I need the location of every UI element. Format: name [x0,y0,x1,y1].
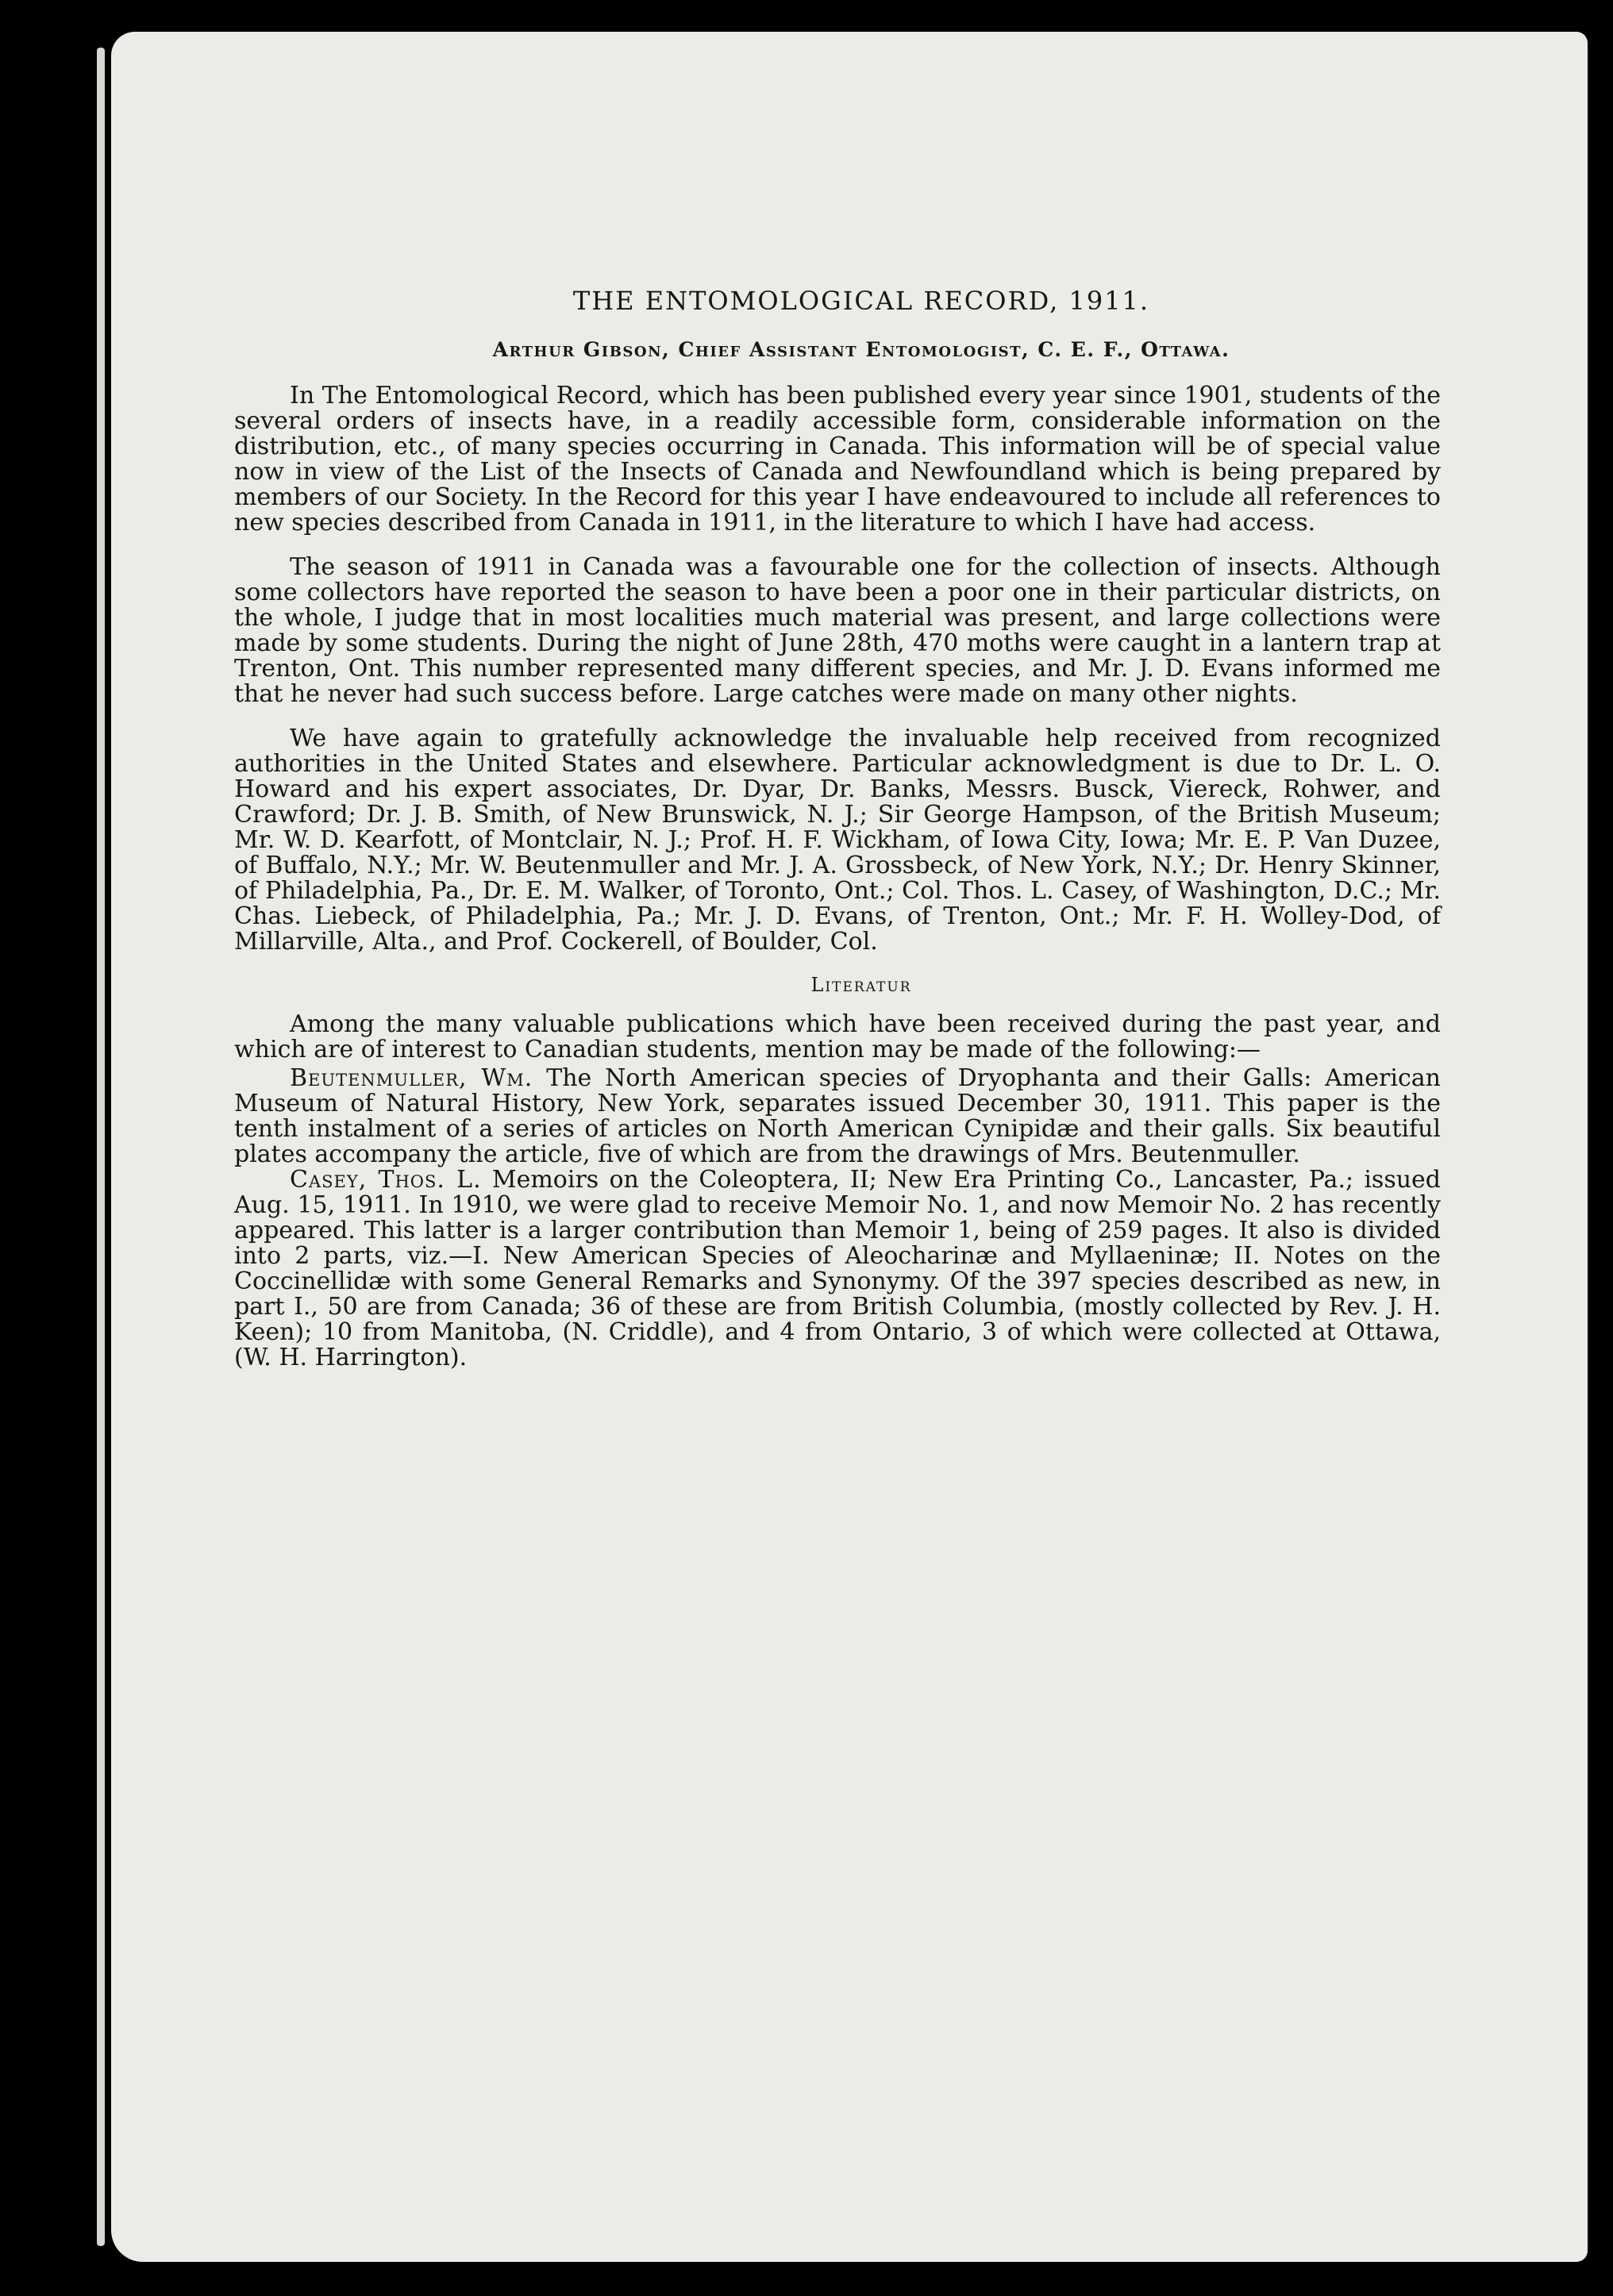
page-content [234,286,1441,1371]
references-list [234,1066,1441,1371]
paragraph-acknowledgments: We have again to gratefully acknowledge the invaluable help received from recognized authorities in the United States and elsewhere. Particular acknowledgment is due to Dr. L. O. Howard and his expert associates, Dr. Dyar, Dr. Banks, Messrs. Busck, Viereck, Rohwer, and Crawford; Dr. J. B. Smith, of New Brunswick, N. J.; Sir George Hampson, of the British Museum; Mr. W. D. Kearfott, of Montclair, N. J.; Prof. H. F. Wickham, of Iowa City, Iowa; Mr. E. P. Van Duzee, of Buffalo, N.Y.; Mr. W. Beutenmuller and Mr. J. A. Grossbeck, of New York, N.Y.; Dr. Henry Skinner, of Philadelphia, Pa., Dr. E. M. Walker, of Toronto, Ont.; Col. Thos. L. Casey, of Washington, D.C.; Mr. Chas. Liebeck, of Philadelphia, Pa.; Mr. J. D. Evans, of Trenton, Ont.; Mr. F. H. Wolley-Dod, of Millarville, Alta., and Prof. Cockerell, of Boulder, Col. [234,725,1441,956]
literature-heading: Literatur [810,974,912,996]
reference-author: Beutenmuller, Wm. [290,1064,533,1092]
reference-entry [234,1167,1441,1371]
reference-entry [234,1066,1441,1167]
paragraph-intro: In The Entomological Record, which has been published every year since 1901, students of the several orders of insects have, in a readily accessible form, considerable information on the distribution, etc., of many species occurring in Canada. This information will be of special value now in view of the List of the Insects of Canada and Newfoundland which is being prepared by members of our Society. In the Record for this year I have endeavoured to include all references to new species described from Canada in 1911, in the literature to which I have had access. [234,382,1441,537]
page-title: THE ENTOMOLOGICAL RECORD, 1911. [572,286,1150,316]
document-page [111,32,1588,2262]
reference-text: Memoirs on the Coleoptera, II; New Era Printing Co., Lancaster, Pa.; issued Aug. 15, 1911. In 1910, we were glad to receive Memoir No. 1, and now Memoir No. 2 has recently appeared. This latter is a larger contribution than Memoir 1, being of 259 pages. It also is divided into 2 parts, viz.—I. New American Species of Aleocharinæ and Myllaeninæ; II. Notes on the Coccinellidæ with some General Remarks and Synonymy. Of the 397 species described as new, in part I., 50 are from Canada; 36 of these are from British Columbia, (mostly collected by Rev. J. H. Keen); 10 from Manitoba, (N. Criddle), and 4 from Ontario, 3 of which were collected at Ottawa, (W. H. Harrington). [234,1166,1441,1371]
reference-text: The North American species of Dryophanta and their Galls: American Museum of Natural History, New York, separates issued December 30, 1911. This paper is the tenth instalment of a series of articles on North American Cynipidæ and their galls. Six beautiful plates accompany the article, five of which are from the drawings of Mrs. Beutenmuller. [234,1064,1441,1168]
paragraph-season: The season of 1911 in Canada was a favourable one for the collection of insects. Although some collectors have reported the season to have been a poor one in their particular districts, on the whole, I judge that in most localities much material was present, and large collections were made by some students. During the night of June 28th, 470 moths were caught in a lantern trap at Trenton, Ont. This number represented many different species, and Mr. J. D. Evans informed me that he never had such success before. Large catches were made on many other nights. [234,553,1441,708]
previous-page-edge [97,48,105,2246]
author-byline: Arthur Gibson, Chief Assistant Entomologist, C. E. F., Ottawa. [492,338,1230,361]
literature-intro: Among the many valuable publications which have been received during the past year, and which are of interest to Canadian students, mention may be made of the following:— [234,1010,1441,1063]
reference-author: Casey, Thos. L. [290,1166,482,1194]
